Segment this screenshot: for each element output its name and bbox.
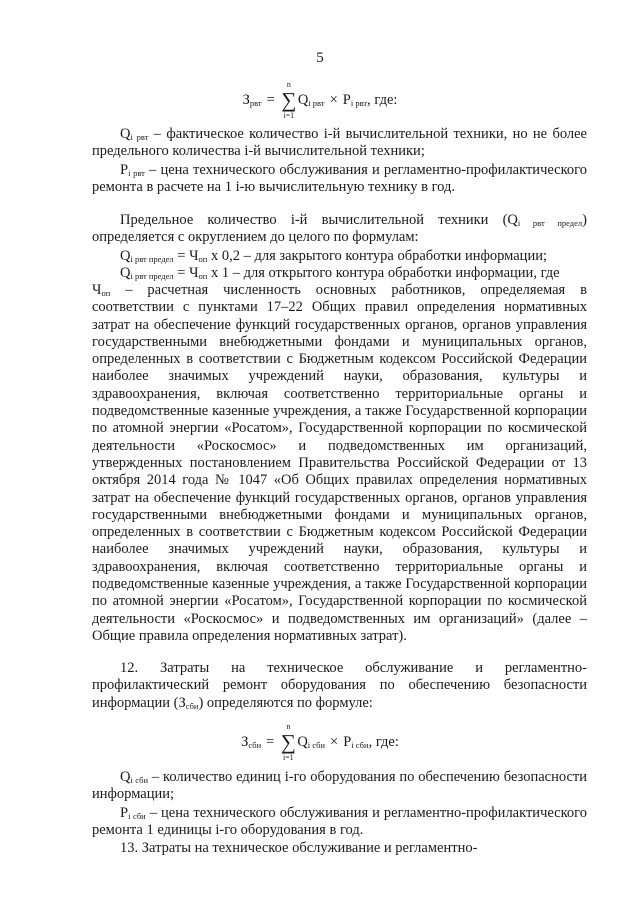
def-q-sbi: $Q_{i сби}$ – количество единиц i-го оборудования по обеспечению безопасности информации; — [92, 769, 587, 803]
item-13: 13. Затраты на техническое обслуживание и регламентно- — [120, 840, 478, 856]
page-number: 5 — [316, 50, 324, 66]
def-chop: $Ч_{оп}$ – расчетная численность основных работников, определяемая в соответствии с пунктами 17–22 Общих правил определения нормативных затрат на обеспечение функций государственных органов, органов управления государственными внебюджетными фондами и муниципальных органов, определенных в соответствии с Бюджетным кодексом Российской Федерации наиболее значимых учреждений науки, образования, культуры и здравоохранения, включая соответственно территориальные органы и подведомственные казенные учреждения, а также Государственной корпорации по атомной энергии «Росатом», Государственной корпорации по космической деятельности «Роскосмос» и подведомственных им организаций, утвержденных постановлением Правительства Российской Федерации от 13 октября 2014 года № 1047 «Об Общих правилах определения нормативных затрат на обеспечение функций государственных органов, органов управления государственными внебюджетными фондами и муниципальных органов, определенных в соответствии с Бюджетным кодексом Российской Федерации наиболее значимых учреждений науки, образования, культуры и здравоохранения, включая соответственно территориальные органы и подведомственные казенные учреждения, а также Государственной корпорации по атомной энергии «Росатом», Государственной корпорации по космической деятельности «Роскосмос» и подведомственных им организаций» (далее – Общие правила определения нормативных затрат). — [92, 282, 587, 644]
limit-intro: Предельное количество i-й вычислительной техники $(Q_{i рвт предел})$ определяется с округлением до целого по формулам: — [92, 212, 587, 246]
formula-tail: , где: — [367, 91, 398, 108]
formula-zrvt — [0, 78, 640, 122]
formula-lhs: $З_{сби}$ — [241, 733, 262, 750]
formula-eq: = — [266, 733, 275, 750]
formula-q: $Q_{i сби}$ — [297, 733, 326, 750]
formula-times: × — [330, 733, 339, 750]
formula-lhs: $З_{рвт}$ — [242, 91, 262, 108]
item-12: 12. Затраты на техническое обслуживание и регламентно-профилактический ремонт оборудования по обеспечению безопасности информации $(З_{сби})$ определяются по формуле: — [92, 660, 587, 711]
def-p-rvt: $P_{i рвт}$ – цена технического обслуживания и регламентно-профилактического ремонта в расчете на 1 i-ю вычислительную технику в год. — [92, 162, 587, 196]
sum-operator: n ∑ i=1 — [281, 79, 297, 120]
formula-times: × — [329, 91, 338, 108]
formula-q: $Q_{i рвт}$ — [297, 91, 325, 108]
def-q-rvt: $Q_{i рвт}$ – фактическое количество i-й вычислительной техники, но не более предельного количества i-й вычислительной техники; — [92, 126, 587, 160]
formula-eq: = — [266, 91, 275, 108]
sum-operator: n ∑ i=1 — [280, 721, 296, 762]
formula-open-contour: $Q_{i рвт предел} = Ч_{оп}$ х 1 – для открытого контура обработки информации, где — [120, 265, 560, 281]
formula-p: $P_{i рвт}$ — [342, 91, 368, 108]
def-p-sbi: $P_{i сби}$ – цена технического обслуживания и регламентно-профилактического ремонта 1 единицы i-го оборудования в год. — [92, 805, 587, 839]
formula-closed-contour: $Q_{i рвт предел} = Ч_{оп}$ х 0,2 – для закрытого контура обработки информации; — [120, 248, 547, 264]
formula-tail: , где: — [368, 733, 399, 750]
formula-p: $P_{i сби}$ — [343, 733, 369, 750]
formula-zsbi — [0, 720, 640, 764]
